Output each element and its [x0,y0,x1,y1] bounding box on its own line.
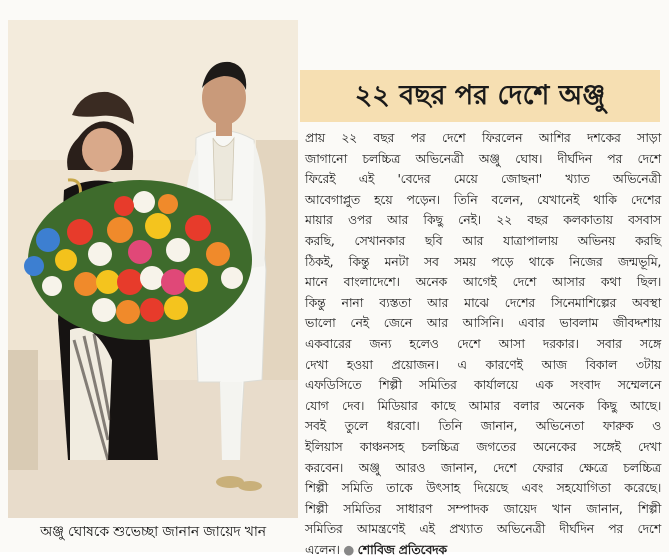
body-line-end: এলেন। [305,541,340,557]
body-last-line [305,540,661,560]
article-body [305,128,661,557]
body-line: মানে বাংলাদেশে। অনেক আগেই দেশে আসার কথা ছিল। [305,274,661,290]
headline: ২২ বছর পর দেশে অঞ্জু [354,80,606,111]
body-line: এফডিসিতে শিল্পী সমিতির কার্যালয়ে এক সংবাদ সম্মেলনে [305,377,661,393]
body-line: করবেন। অঞ্জু আরও জানান, দেশে ফেরার ক্ষেত্রে চলচ্চিত্র [305,459,661,475]
body-line: সমিতির আমন্ত্রণেই এই প্রখ্যাত অভিনেত্রী দীর্ঘদিন পর দেশে [305,521,661,537]
body-line: শিল্পী সমিতি তাকে উৎসাহ দিয়েছে এবং সহযোগিতা করেছে। [305,480,661,496]
body-line: প্রায় ২২ বছর পর দেশে ফিরলেন আশির দশকের সাড়া [305,130,661,145]
body-line: একবারের জন্য হলেও দেশে আসা দরকার। সবার সঙ্গে [305,335,661,351]
body-line: কিন্তু নানা ব্যস্ততা আর মাঝে দেশের সিনেমাশিল্পের অবস্থা [305,294,661,310]
body-line: সবই তুলে ধরবো। তিনি জানান, অভিনেতা ফারুক ও [305,418,661,434]
article-photo [8,20,298,518]
body-line: জাগানো চলচ্চিত্র অভিনেত্রী অঞ্জু ঘোষ। দীর্ঘদিন পর দেশে [305,150,661,166]
body-line: ভালো নেই জেনে আর আসিনি। এবার ভাবলাম জীবদ্দশায় [305,315,661,331]
body-line: আবেগাপ্লুত হয়ে পড়েন। তিনি বলেন, যেখানেই থাকি দেশের [305,191,661,207]
byline-marker: ● [343,541,354,557]
byline: শোবিজ প্রতিবেদক [357,541,447,557]
body-line: ঠিকই, কিন্তু মনটা সব সময় পড়ে থাকে নিজের জন্মভূমি, [305,253,661,269]
body-line: করছি, সেখানকার ছবি আর যাত্রাপালায় অভিনয় করছি [305,232,661,248]
body-line: শিল্পী সমিতির সাধারণ সম্পাদক জায়েদ খান জানান, শিল্পী [305,500,661,516]
body-line: ইলিয়াস কাঞ্চনসহ চলচ্চিত্র জগতের অনেকের সঙ্গেই দেখা [305,438,661,454]
photo-caption: অঞ্জু ঘোষকে শুভেচ্ছা জানান জায়েদ খান [40,524,266,540]
body-line: ফিরেই এই 'বেদের মেয়ে জোছনা' খ্যাত অভিনেত্রী [305,171,661,187]
body-line: যোগ দেব। মিডিয়ার কাছে আমার বলার অনেক কিছু আছে। [305,397,661,413]
body-line: দেখা হওয়া প্রয়োজন। এ কারণেই আজ বিকাল ৩টায় [305,356,661,372]
body-line: মায়ার ওপর আর কিছু নেই। ২২ বছর কলকাতায় বসবাস [305,212,661,228]
